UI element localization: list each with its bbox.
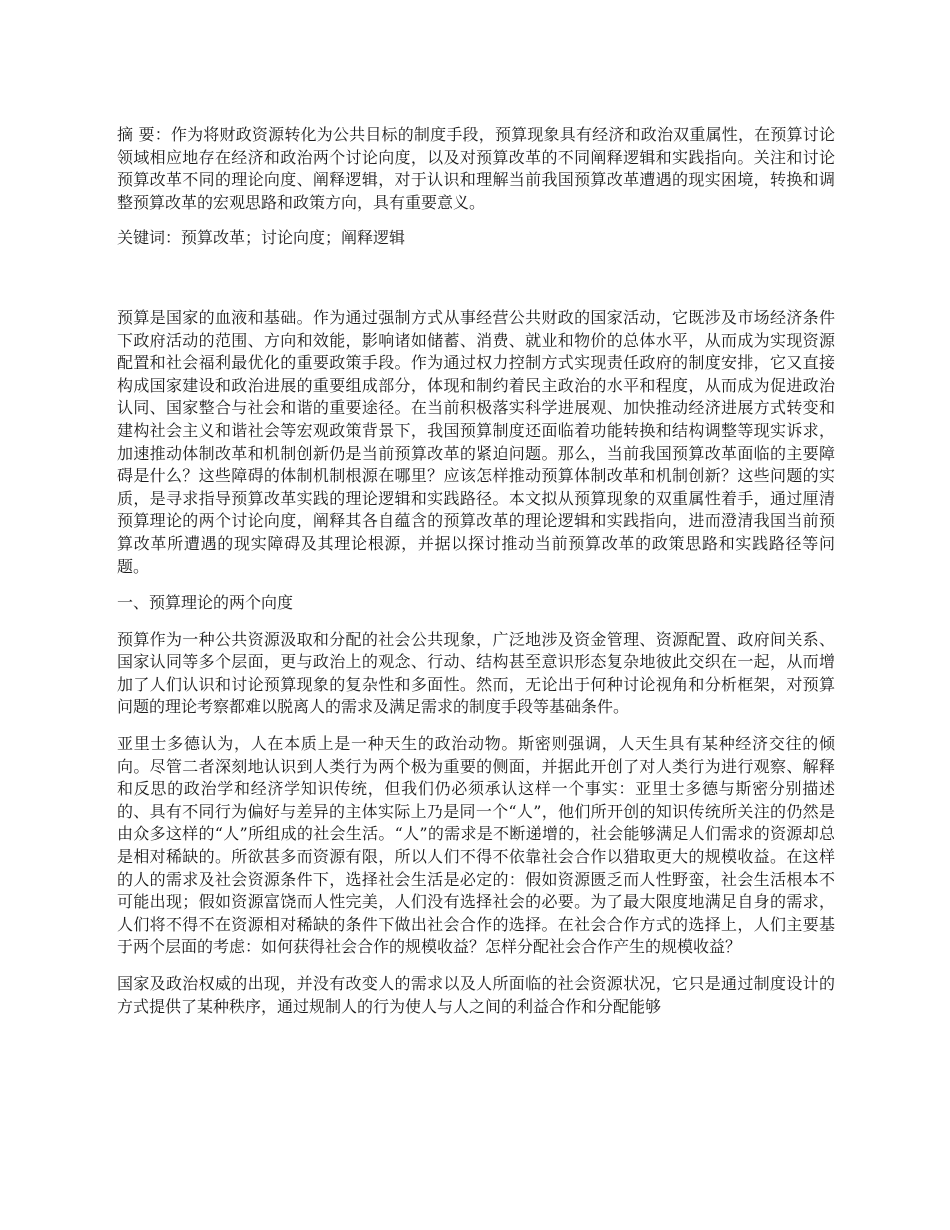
section-paragraph-1: 预算作为一种公共资源汲取和分配的社会公共现象，广泛地涉及资金管理、资源配置、政府间关系、国家认同等多个层面，更与政治上的观念、行动、结构甚至意识形态复杂地彼此交织在一起，从而增加了人们认识和讨论预算现象的复杂性和多面性。然而，无论出于何种讨论视角和分析框架，对预算问题的理论考察都难以脱离人的需求及满足需求的制度手段等基础条件。 [117, 629, 835, 717]
abstract-paragraph: 摘 要：作为将财政资源转化为公共目标的制度手段，预算现象具有经济和政治双重属性，在预算讨论领域相应地存在经济和政治两个讨论向度，以及对预算改革的不同阐释逻辑和实践指向。关注和讨论预算改革不同的理论向度、阐释逻辑，对于认识和理解当前我国预算改革遭遇的现实困境，转换和调整预算改革的宏观思路和政策方向，具有重要意义。 [117, 125, 835, 212]
document-page [117, 124, 835, 1018]
section-paragraph-3: 国家及政治权威的出现，并没有改变人的需求以及人所面临的社会资源状况，它只是通过制度设计的方式提供了某种秩序，通过规制人的行为使人与人之间的利益合作和分配能够 [117, 974, 835, 1016]
section-paragraph-2: 亚里士多德认为，人在本质上是一种天生的政治动物。斯密则强调，人天生具有某种经济交往的倾向。尽管二者深刻地认识到人类行为两个极为重要的侧面，并据此开创了对人类行为进行观察、解释和反思的政治学和经济学知识传统，但我们仍必须承认这样一个事实：亚里士多德与斯密分别描述的、具有不同行为偏好与差异的主体实际上乃是同一个“人”，他们所开创的知识传统所关注的仍然是由众多这样的“人”所组成的社会生活。“人”的需求是不断递增的，社会能够满足人们需求的资源却总是相对稀缺的。所欲甚多而资源有限，所以人们不得不依靠社会合作以猎取更大的规模收益。在这样的人的需求及社会资源条件下，选择社会生活是必定的：假如资源匮乏而人性野蛮，社会生活根本不可能出现；假如资源富饶而人性完美，人们没有选择社会的必要。为了最大限度地满足自身的需求，人们将不得不在资源相对稀缺的条件下做出社会合作的选择。在社会合作方式的选择上，人们主要基于两个层面的考虑：如何获得社会合作的规模收益？怎样分配社会合作产生的规模收益？ [117, 734, 835, 957]
keywords-line: 关键词：预算改革；讨论向度；阐释逻辑 [117, 228, 406, 248]
section-heading: 一、预算理论的两个向度 [117, 593, 294, 613]
intro-paragraph: 预算是国家的血液和基础。作为通过强制方式从事经营公共财政的国家活动，它既涉及市场经济条件下政府活动的范围、方向和效能，影响诸如储蓄、消费、就业和物价的总体水平，从而成为实现资源配置和社会福利最优化的重要政策手段。作为通过权力控制方式实现责任政府的制度安排，它又直接构成国家建设和政治进展的重要组成部分，体现和制约着民主政治的水平和程度，从而成为促进政治认同、国家整合与社会和谐的重要途径。在当前积极落实科学进展观、加快推动经济进展方式转变和建构社会主义和谐社会等宏观政策背景下，我国预算制度还面临着功能转换和结构调整等现实诉求，加速推动体制改革和机制创新仍是当前预算改革的紧迫问题。那么，当前我国预算改革面临的主要障碍是什么？这些障碍的体制机制根源在哪里？应该怎样推动预算体制改革和机制创新？这些问题的实质，是寻求指导预算改革实践的理论逻辑和实践路径。本文拟从预算现象的双重属性着手，通过厘清预算理论的两个讨论向度，阐释其各自蕴含的预算改革的理论逻辑和实践指向，进而澄清我国当前预算改革所遭遇的现实障碍及其理论根源，并据以探讨推动当前预算改革的政策思路和实践路径等问题。 [117, 307, 835, 576]
